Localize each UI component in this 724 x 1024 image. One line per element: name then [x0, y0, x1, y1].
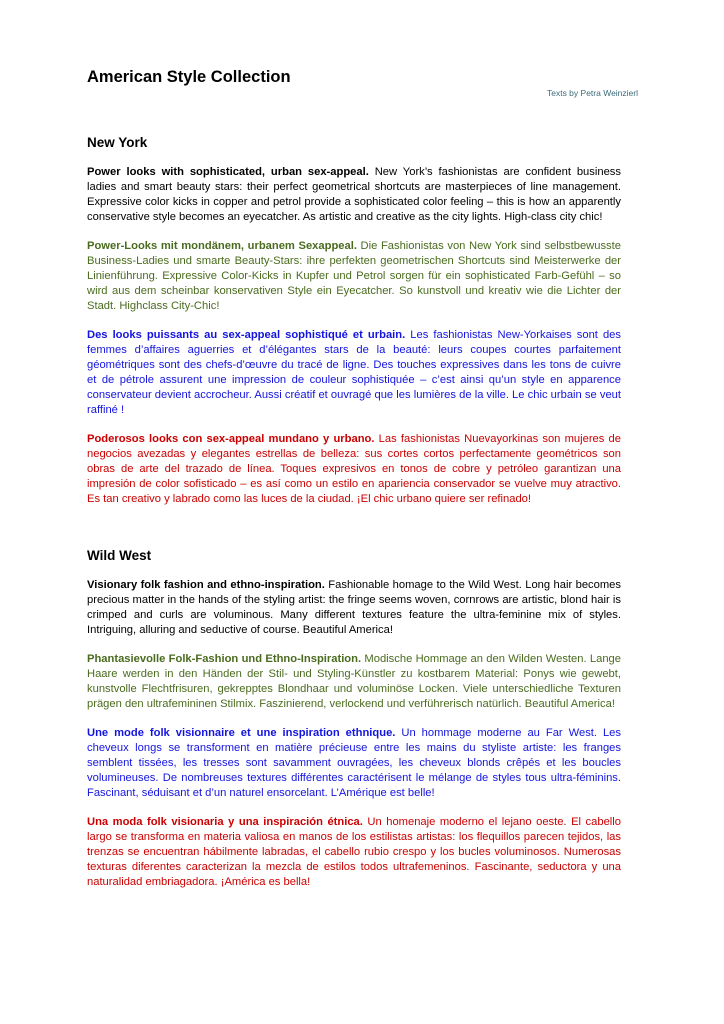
paragraph-spanish — [87, 432, 621, 507]
section-new-york — [87, 134, 621, 507]
paragraph-lead: Visionary folk fashion and ethno-inspiration. — [87, 579, 325, 591]
paragraph-lead: Poderosos looks con sex-appeal mundano y urbano. — [87, 433, 375, 445]
paragraph-body: Modische Hommage an den Wilden Westen. Lange Haare werden in den Händen der Stil- und Styling-Künstler zu kostbarem Material: Ponys wie gewebt, kunstvolle Flechtfrisuren, gekrepptes Blondhaar und voluminöse Locken. Viele unterschiedliche Texturen prägen den ultrafemininen Stilmix. Faszinierend, verlockend und verführerisch natürlich. Beautiful America! — [87, 653, 621, 710]
paragraph-french — [87, 726, 621, 801]
section-heading: Wild West — [87, 548, 152, 563]
section-heading: New York — [87, 135, 148, 150]
paragraph-german — [87, 652, 621, 712]
paragraph-body: Las fashionistas Nuevayorkinas son mujeres de negocios avezadas y elegantes estrellas de belleza: sus cortes cortos perfectamente geométricos son obras de arte del trazado de línea. Toques expresivos en tonos de cobre y petróleo garantizan una impresión de color sofisticado – es así como un estilo en apariencia conservador se vuelve muy atractivo. Es tan creativo y labrado como las luces de la ciudad. ¡El chic urbano quiere ser refinado! — [87, 433, 621, 505]
document-title: American Style Collection — [87, 68, 291, 86]
paragraph-lead: Una moda folk visionaria y una inspiración étnica. — [87, 816, 363, 828]
paragraph-lead: Des looks puissants au sex-appeal sophistiqué et urbain. — [87, 329, 406, 341]
document-page — [87, 66, 638, 890]
paragraph-body: New York’s fashionistas are confident business ladies and smart beauty stars: their perfect geometrical shortcuts are masterpieces of line management. Expressive color kicks in copper and petrol provide a sophisticated color feeling – this is how an apparently conservative style becomes an eyecatcher. As artistic and creative as the city lights. High-class city chic! — [87, 166, 621, 223]
section-wild-west — [87, 547, 621, 890]
paragraph-french — [87, 328, 621, 418]
author-credit: Texts by Petra Weinzierl — [546, 88, 638, 98]
paragraph-spanish — [87, 815, 621, 890]
paragraph-body: Un homenaje moderno el lejano oeste. El cabello largo se transforma en materia valiosa en manos de los estilistas artistas: los flequillos parecen tejidos, las trenzas se encuentran hábilmente labradas, el cabello rubio crespo y los bucles voluminosos. Numerosas texturas diferentes caracterizan la mezcla de estilos todos ultrafemeninos. Fascinante, seductora y una naturalidad embriagadora. ¡América es bella! — [87, 816, 621, 888]
paragraph-lead: Power looks with sophisticated, urban sex-appeal. — [87, 166, 369, 178]
paragraph-lead: Power-Looks mit mondänem, urbanem Sexappeal. — [87, 240, 357, 252]
paragraph-english — [87, 165, 621, 225]
paragraph-body: Die Fashionistas von New York sind selbstbewusste Business-Ladies und smarte Beauty-Stars: ihre perfekten geometrischen Shortcuts sind Meisterwerke der Linienführung. Expressive Color-Kicks in Kupfer und Petrol sorgen für ein sophisticated Farb-Gefühl – so wird aus dem scheinbar konservativen Style ein Eyecatcher. So kunstvoll und kreativ wie die Lichter der Stadt. Highclass City-Chic! — [87, 240, 621, 312]
paragraph-english — [87, 578, 621, 638]
paragraph-body: Les fashionistas New-Yorkaises sont des femmes d’affaires aguerries et d’élégantes stars de la beauté: leurs coupes courtes parfaitement géométriques sont des chefs-d’œuvre du tracé de ligne. Des touches expressives dans les tons de cuivre et de pétrole assurent une impression de couleur sophistiquée – c’est ainsi qu’un style en apparence conservateur devient accrocheur. Aussi créatif et ouvragé que les lumières de la ville. Le chic urbain se veut raffiné ! — [87, 329, 621, 416]
paragraph-german — [87, 239, 621, 314]
paragraph-lead: Phantasievolle Folk-Fashion und Ethno-Inspiration. — [87, 653, 362, 665]
paragraph-lead: Une mode folk visionnaire et une inspiration ethnique. — [87, 727, 396, 739]
paragraph-body: Un hommage moderne au Far West. Les cheveux longs se transforment en matière précieuse entre les mains du styliste artiste: les franges semblent tissées, les tresses sont savamment ouvragées, les cheveux blonds crêpés et les boucles volumineuses. De nombreuses textures différentes caractérisent le mélange de styles tous ultra-féminins. Fascinant, séduisant et d’un naturel ensorcelant. L’Amérique est belle! — [87, 727, 621, 799]
paragraph-body: Fashionable homage to the Wild West. Long hair becomes precious matter in the hands of the styling artist: the fringe seems woven, cornrows are artistic, blond hair is crimped and curls are voluminous. Many different textures feature the ultra-feminine mix of styles. Intriguing, alluring and seductive of course. Beautiful America! — [87, 579, 621, 636]
